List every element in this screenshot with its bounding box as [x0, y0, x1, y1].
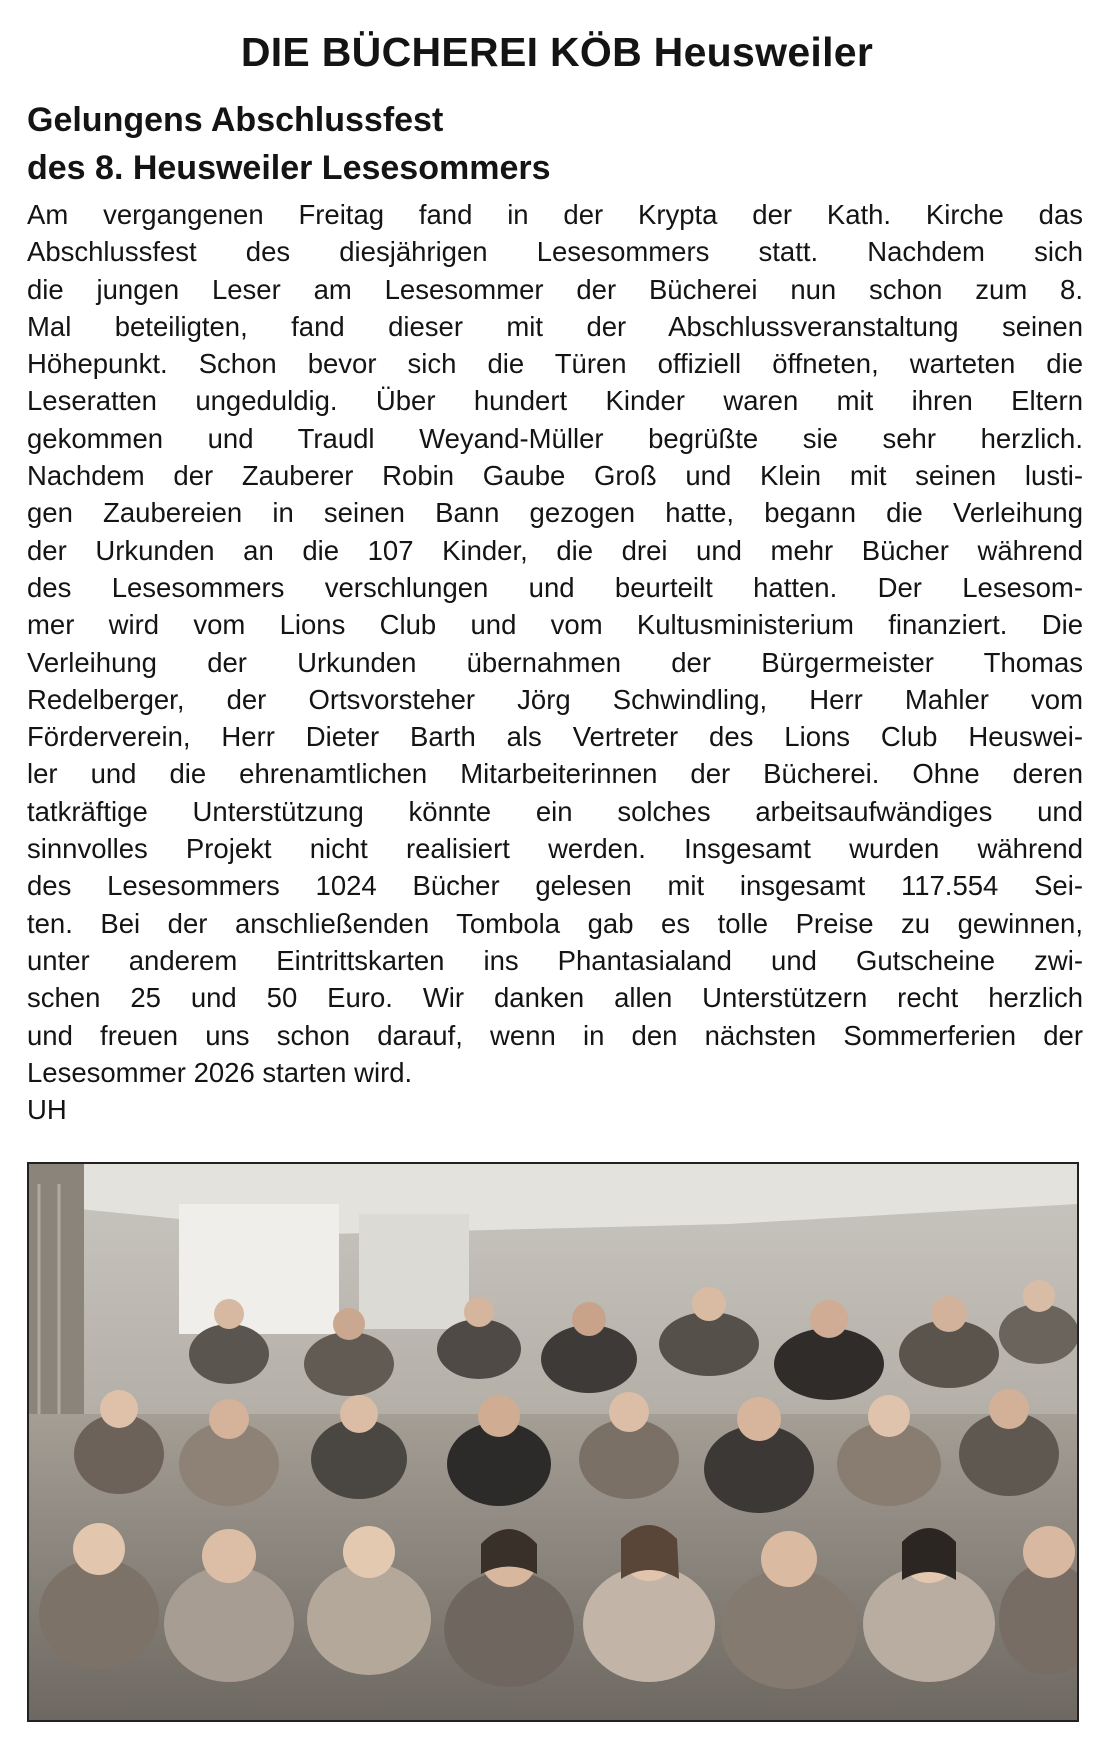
body-line: mer wird vom Lions Club und vom Kultusministerium finanziert. Die [27, 609, 1083, 641]
body-line: Förderverein, Herr Dieter Barth als Vertreter des Lions Club Heuswei- [27, 721, 1083, 753]
body-line: Mal beteiligten, fand dieser mit der Abschlussveranstaltung seinen [27, 310, 1083, 342]
article-headline [27, 96, 1087, 192]
body-line: der Urkunden an die 107 Kinder, die drei und mehr Bücher während [27, 534, 1083, 566]
headline-line-1: Gelungens Abschlussfest [27, 101, 444, 139]
audience-photo-illustration [29, 1164, 1077, 1720]
body-line: des Lesesommers verschlungen und beurteilt hatten. Der Lesesom- [27, 571, 1083, 603]
body-line: Abschlussfest des diesjährigen Lesesommers statt. Nachdem sich [27, 236, 1083, 268]
body-line: Höhepunkt. Schon bevor sich die Türen offiziell öffneten, warteten die [27, 348, 1083, 380]
body-line: gen Zaubereien in seinen Bann gezogen hatte, begann die Verleihung [27, 497, 1083, 529]
headline-line-2: des 8. Heusweiler Lesesommers [27, 149, 551, 187]
body-line: gekommen und Traudl Weyand-Müller begrüßte sie sehr herzlich. [27, 422, 1083, 454]
body-line: ten. Bei der anschließenden Tombola gab es tolle Preise zu gewinnen, [27, 907, 1083, 939]
event-photo [27, 1162, 1079, 1722]
body-line: des Lesesommers 1024 Bücher gelesen mit insgesamt 117.554 Sei- [27, 870, 1083, 902]
article-body [27, 196, 1083, 1128]
body-line: die jungen Leser am Lesesommer der Bücherei nun schon zum 8. [27, 273, 1083, 305]
body-line: unter anderem Eintrittskarten ins Phantasialand und Gutscheine zwi- [27, 944, 1083, 976]
body-line: Lesesommer 2026 starten wird. [27, 1056, 413, 1088]
body-line: Redelberger, der Ortsvorsteher Jörg Schwindling, Herr Mahler vom [27, 683, 1083, 715]
body-line: ler und die ehrenamtlichen Mitarbeiterinnen der Bücherei. Ohne deren [27, 758, 1083, 790]
body-line: schen 25 und 50 Euro. Wir danken allen Unterstützern recht herzlich [27, 982, 1083, 1014]
body-line: tatkräftige Unterstützung könnte ein solches arbeitsaufwändiges und [27, 795, 1083, 827]
body-line: Am vergangenen Freitag fand in der Krypta der Kath. Kirche das [27, 199, 1083, 230]
body-line: Leseratten ungeduldig. Über hundert Kinder waren mit ihren Eltern [27, 385, 1083, 417]
body-line: sinnvolles Projekt nicht realisiert werden. Insgesamt wurden während [27, 833, 1083, 865]
author-initials: UH [27, 1094, 67, 1126]
masthead-title: DIE BÜCHEREI KÖB Heusweiler [240, 29, 874, 75]
body-line: und freuen uns schon darauf, wenn in den nächsten Sommerferien der [27, 1019, 1083, 1051]
body-line: Nachdem der Zauberer Robin Gaube Groß und Klein mit seinen lusti- [27, 460, 1083, 492]
body-line: Verleihung der Urkunden übernahmen der Bürgermeister Thomas [27, 646, 1083, 678]
